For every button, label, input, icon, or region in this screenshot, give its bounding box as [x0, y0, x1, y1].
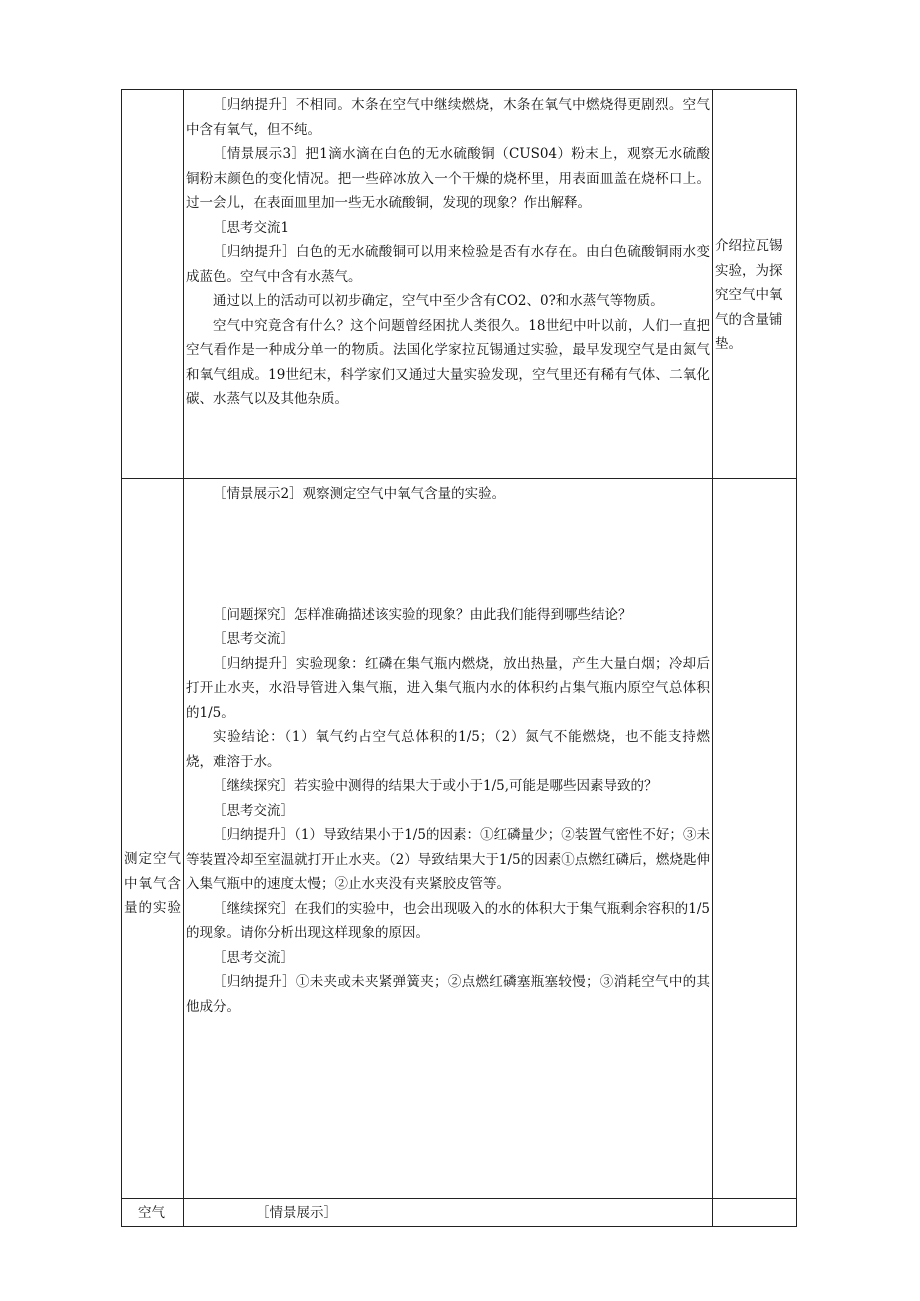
- lesson-plan-table: [121, 89, 797, 1227]
- paragraph: ［归纳提升］不相同。木条在空气中继续燃烧，木条在氧气中燃烧得更剧烈。空气中含有氧气，但不纯。: [186, 97, 710, 138]
- intent-cell: [713, 479, 797, 1199]
- paragraph: ［思考交流］: [213, 802, 294, 819]
- paragraph: ［归纳提升］实验现象：红磷在集气瓶内燃烧，放出热量，产生大量白烟；冷却后打开止水夹，水沿导管进入集气瓶，进入集气瓶内水的体积约占集气瓶内原空气总体积的1/5。: [186, 655, 710, 721]
- topic-label: 空气: [138, 1204, 165, 1221]
- paragraph: 实验结论：（1）氧气约占空气总体积的1/5；（2）氮气不能燃烧，也不能支持燃烧，难溶于水。: [186, 729, 710, 770]
- topic-cell: [122, 479, 184, 1199]
- table-row: [122, 479, 797, 1199]
- intent-cell: [713, 90, 797, 479]
- topic-cell: [122, 90, 184, 479]
- activity-cell: [184, 479, 713, 1199]
- paragraph: ［继续探究］若实验中测得的结果大于或小于1/5,可能是哪些因素导致的？: [213, 778, 658, 794]
- activity-cell: [184, 1199, 713, 1227]
- paragraph: ［问题探究］怎样准确描述该实验的现象？由此我们能得到哪些结论？: [213, 606, 632, 623]
- table-row: [122, 1199, 797, 1227]
- intent-cell: [713, 1199, 797, 1227]
- paragraph: ［继续探究］在我们的实验中，也会出现吸入的水的体积大于集气瓶剩余容积的1/5的现象。请你分析出现这样现象的原因。: [186, 900, 710, 941]
- paragraph: ［情景展示］: [256, 1204, 337, 1221]
- paragraph: ［归纳提升］①未夹或未夹紧弹簧夹；②点燃红磷塞瓶塞较慢；③消耗空气中的其他成分。: [186, 974, 710, 1015]
- paragraph: ［思考交流］: [213, 949, 294, 966]
- topic-cell: [122, 1199, 184, 1227]
- paragraph: 通过以上的活动可以初步确定，空气中至少含有CO2、0?和水蒸气等物质。: [213, 293, 664, 309]
- paragraph: ［思考交流1: [213, 219, 290, 236]
- design-intent-note: 介绍拉瓦锡实验，为探究空气中氧气的含量铺垫。: [715, 238, 783, 352]
- paragraph: ［归纳提升］（1）导致结果小于1/5的因素：①红磷量少；②装置气密性不好；③未等装置冷却至室温就打开止水夹。（2）导致结果大于1/5的因素①点燃红磷后，燃烧匙伸入集气瓶中的速度太慢；②止水夹没有夹紧胶皮管等。: [186, 827, 710, 892]
- paragraph: ［思考交流］: [213, 631, 294, 647]
- table-row: [122, 90, 797, 479]
- topic-label: 测定空气中氧气含量的实验: [124, 851, 181, 916]
- paragraph: ［情景展示2］观察测定空气中氧气含量的实验。: [213, 486, 506, 502]
- activity-cell: [184, 90, 713, 479]
- paragraph: 空气中究竟含有什么？这个问题曾经困扰人类很久。18世纪中叶以前，人们一直把空气看作是一种成分单一的物质。法国化学家拉瓦锡通过实验，最早发现空气是由氮气和氧气组成。19世纪末，科学家们又通过大量实验发现，空气里还有稀有气体、二氧化碳、水蒸气以及其他杂质。: [186, 317, 710, 407]
- paragraph: ［情景展示3］把1滴水滴在白色的无水硫酸铜（CUS04）粉末上，观察无水硫酸铜粉末颜色的变化情况。把一些碎冰放入一个干燥的烧杯里，用表面皿盖在烧杯口上。过一会儿，在表面皿里加一些无水硫酸铜，发现的现象？作出解释。: [186, 146, 710, 211]
- paragraph: ［归纳提升］白色的无水硫酸铜可以用来检验是否有水存在。由白色硫酸铜雨水变成蓝色。空气中含有水蒸气。: [186, 244, 710, 285]
